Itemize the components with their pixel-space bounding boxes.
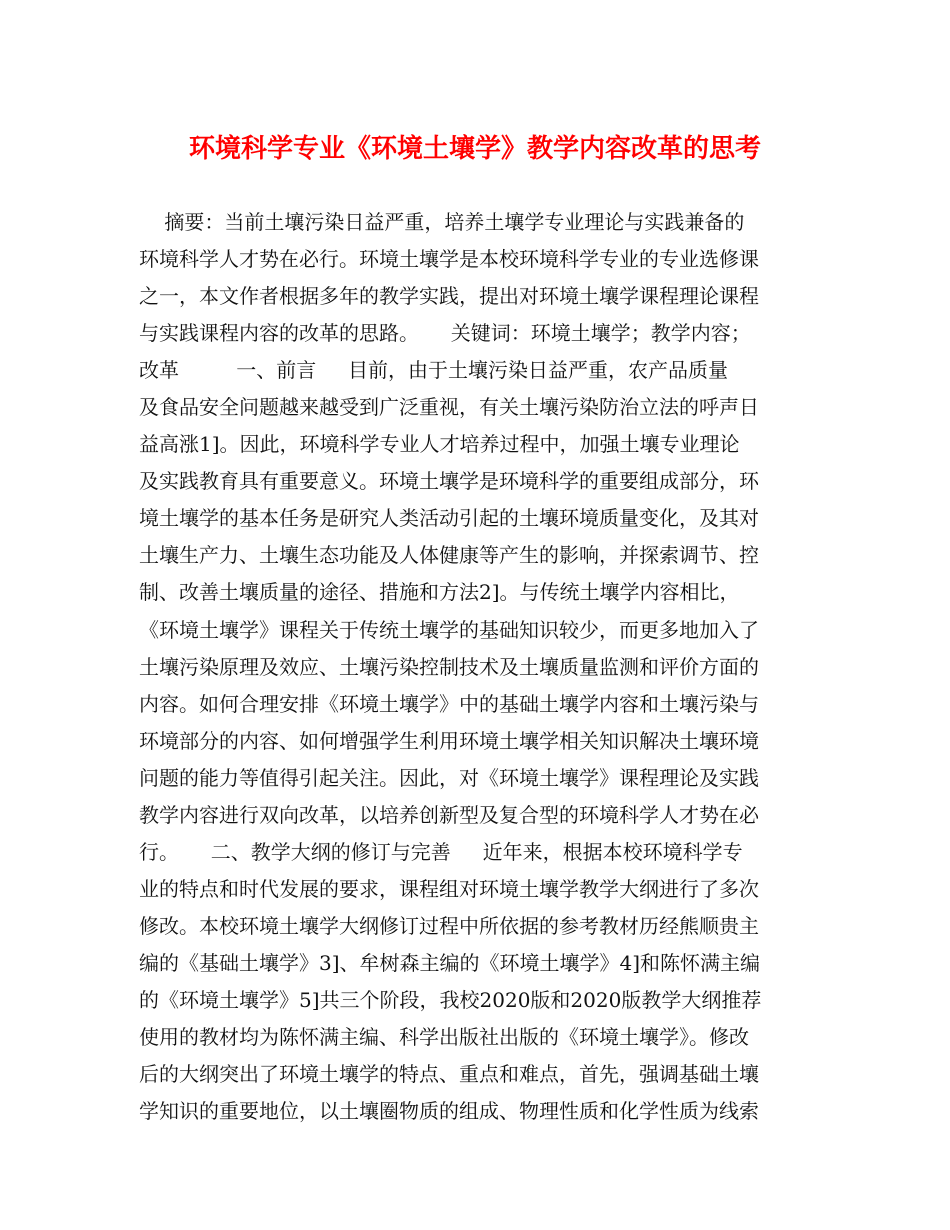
body-line: 的《环境土壤学》5]共三个阶段，我校2020版和2020版教学大纲推荐 — [139, 987, 762, 1012]
body-line: 行。 二、教学大纲的修订与完善 近年来，根据本校环境科学专 — [139, 839, 743, 864]
body-line: 之一，本文作者根据多年的教学实践，提出对环境土壤学课程理论课程 — [139, 284, 759, 309]
body-line: 益高涨1]。因此，环境科学专业人才培养过程中，加强土壤专业理论 — [139, 432, 740, 457]
body-line: 制、改善土壤质量的途径、措施和方法2]。与传统土壤学内容相比， — [139, 580, 740, 605]
document-title: 环境科学专业《环境土壤学》教学内容改革的思考 — [188, 134, 761, 164]
body-line: 修改。本校环境土壤学大纲修订过程中所依据的参考教材历经熊顺贵主 — [139, 913, 759, 938]
body-line: 及实践教育具有重要意义。环境土壤学是环境科学的重要组成部分，环 — [139, 469, 759, 494]
body-line: 业的特点和时代发展的要求，课程组对环境土壤学教学大纲进行了多次 — [139, 876, 759, 901]
body-line: 学知识的重要地位，以土壤圈物质的组成、物理性质和化学性质为线索 — [139, 1099, 759, 1124]
body-line: 土壤生产力、土壤生态功能及人体健康等产生的影响，并探索调节、控 — [139, 543, 759, 568]
document-body — [139, 204, 811, 1130]
body-line: 后的大纲突出了环境土壤学的特点、重点和难点，首先，强调基础土壤 — [139, 1062, 759, 1087]
body-line: 环境科学人才势在必行。环境土壤学是本校环境科学专业的专业选修课 — [139, 247, 759, 272]
body-line: 使用的教材均为陈怀满主编、科学出版社出版的《环境土壤学》。修改 — [139, 1025, 749, 1050]
body-line: 内容。如何合理安排《环境土壤学》中的基础土壤学内容和土壤污染与 — [139, 691, 759, 716]
body-line: 土壤污染原理及效应、土壤污染控制技术及土壤质量监测和评价方面的 — [139, 654, 759, 679]
body-line: 改革 一、前言 目前，由于土壤污染日益严重，农产品质量 — [139, 358, 729, 383]
body-line: 及食品安全问题越来越受到广泛重视，有关土壤污染防治立法的呼声日 — [139, 395, 759, 420]
body-line: 与实践课程内容的改革的思路。 关键词：环境土壤学；教学内容； — [139, 321, 751, 346]
body-line: 摘要：当前土壤污染日益严重，培养土壤学专业理论与实践兼备的 — [139, 210, 745, 234]
body-line: 编的《基础土壤学》3]、牟树森主编的《环境土壤学》4]和陈怀满主编 — [139, 950, 761, 975]
body-line: 《环境土壤学》课程关于传统土壤学的基础知识较少，而更多地加入了 — [139, 617, 759, 642]
body-line: 环境部分的内容、如何增强学生利用环境土壤学相关知识解决土壤环境 — [139, 728, 759, 753]
body-line: 问题的能力等值得引起关注。因此，对《环境土壤学》课程理论及实践 — [139, 765, 759, 790]
body-line: 教学内容进行双向改革，以培养创新型及复合型的环境科学人才势在必 — [139, 802, 759, 827]
body-line: 境土壤学的基本任务是研究人类活动引起的土壤环境质量变化，及其对 — [139, 506, 759, 531]
